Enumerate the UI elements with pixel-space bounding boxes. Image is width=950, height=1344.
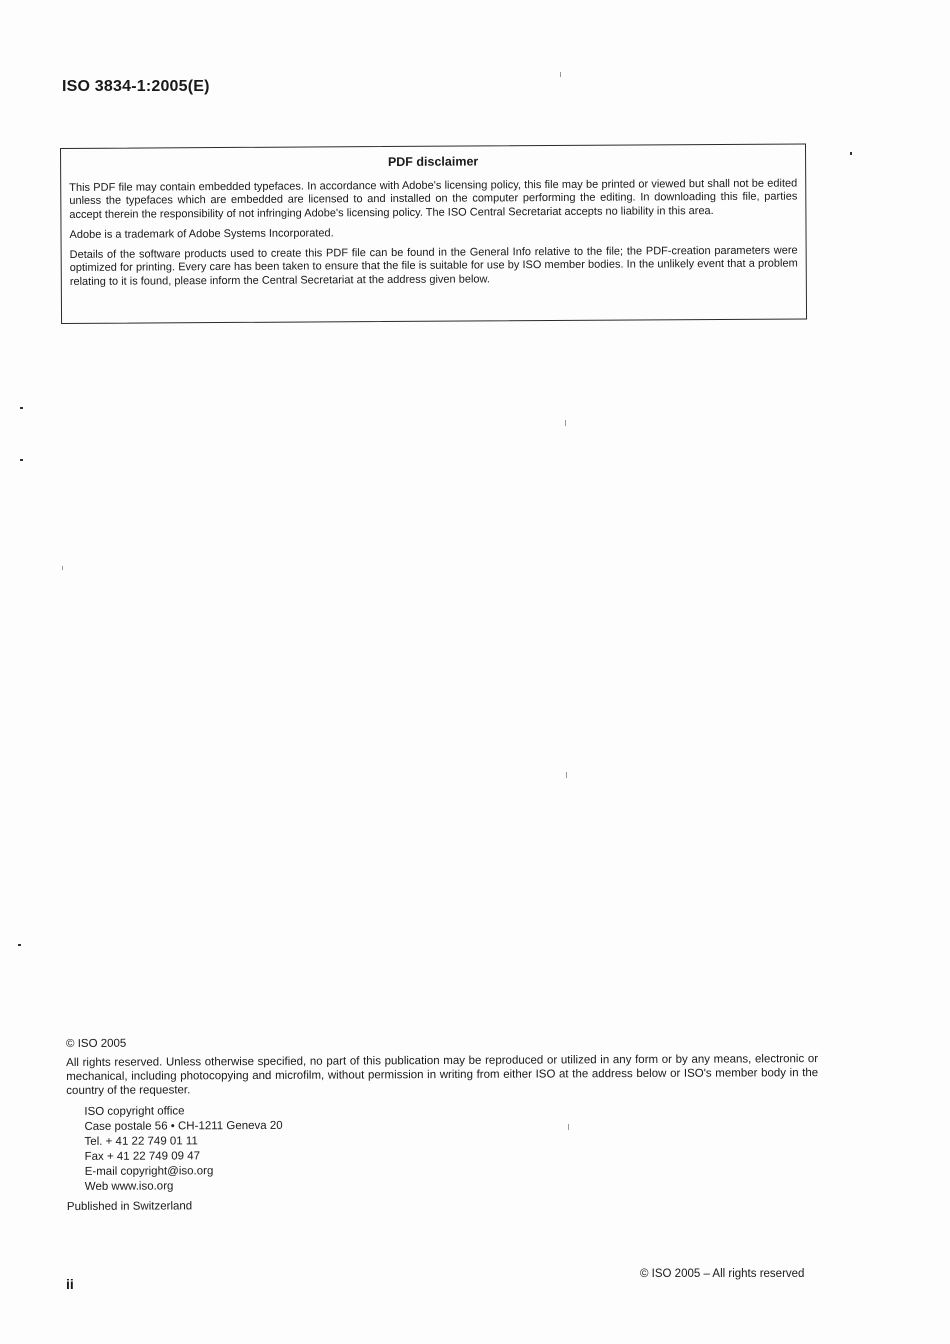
scan-speck [20,459,23,461]
office-postal-address: Case postale 56 • CH-1211 Geneva 20 [84,1119,283,1133]
scan-speck [850,152,852,155]
published-location: Published in Switzerland [66,1200,193,1213]
copyright-office-address [84,1101,818,1195]
scan-speck [565,420,566,426]
footer-page-number: ii [66,1276,74,1292]
office-name: ISO copyright office [84,1105,185,1118]
disclaimer-paragraph-typefaces: This PDF file may contain embedded typefaces. In accordance with Adobe's licensing policy, this file may be printed or viewed but shall not be edited unless the typefaces which are embedded are licensed to and installed on the computer performing the editing. In downloading this file, parties accept therein the responsibility of not infringing Adobe's licensing policy. The ISO Central Secretariat accepts no liability in this area. [69,177,798,221]
office-fax: Fax + 41 22 749 09 47 [84,1150,201,1163]
office-web: Web www.iso.org [84,1180,174,1193]
scan-speck [560,72,561,77]
scan-speck [566,772,567,778]
scan-speck [20,407,23,409]
rights-statement: All rights reserved. Unless otherwise specified, no part of this publication may be reproduced or utilized in any form or by any means, electronic or mechanical, including photocopying and microfilm, without permission in writing from either ISO at the address below or ISO's member body in the country of the requester. [66,1053,819,1097]
scan-speck [18,944,21,946]
disclaimer-paragraph-trademark: Adobe is a trademark of Adobe Systems Incorporated. [69,227,334,241]
office-telephone: Tel. + 41 22 749 01 11 [84,1135,198,1148]
footer-copyright: © ISO 2005 – All rights reserved [640,1268,805,1280]
document-id: ISO 3834-1:2005(E) [62,78,210,95]
pdf-disclaimer-box [60,143,807,324]
copyright-notice: © ISO 2005 [66,1037,127,1050]
disclaimer-paragraph-software: Details of the software products used to create this PDF file can be found in the General Info relative to the file; the PDF-creation parameters were optimized for printing. Every care has been taken to ensure that the file is suitable for use by ISO member bodies. In the unlikely event that a problem relating to it is found, please inform the Central Secretariat at the address given below. [69,244,798,288]
copyright-block [66,1034,819,1213]
disclaimer-title: PDF disclaimer [387,154,479,169]
scan-speck [568,1124,569,1130]
office-email: E-mail copyright@iso.org [84,1165,214,1178]
scan-speck [62,566,63,570]
